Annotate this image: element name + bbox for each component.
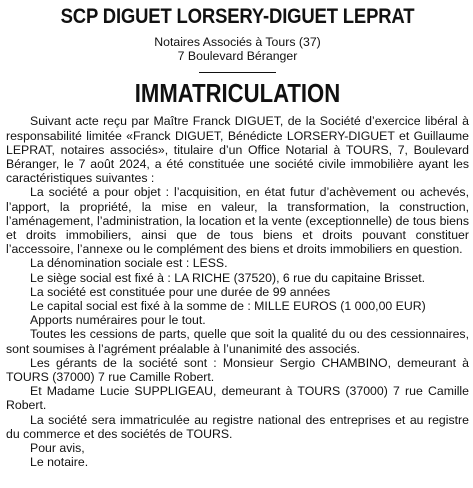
paragraph-managers: Les gérants de la société sont : Monsieur Sergio CHAMBINO, demeurant à TOURS (37000) 7 rue Camille Robert. xyxy=(6,355,469,385)
closing-for-notice: Pour avis, xyxy=(30,441,85,456)
paragraph-contributions: Apports numéraires pour le tout. xyxy=(30,313,206,328)
closing-signature: Le notaire. xyxy=(30,455,89,470)
paragraph-capital: Le capital social est fixé à la somme de : MILLE EUROS (1 000,00 EUR) xyxy=(30,299,426,314)
paragraph-duration: La société est constituée pour une durée de 99 années xyxy=(30,284,331,299)
paragraph-share-transfers: Toutes les cessions de parts, quelle que soit la qualité du ou des cessionnaires, sont soumises à l’agrément préalable à l’unanimité des associés. xyxy=(6,327,469,356)
firm-name: SCP DIGUET LORSERY-DIGUET LEPRAT xyxy=(60,4,415,28)
header-divider xyxy=(199,72,276,73)
firm-subtitle-line-1: Notaires Associés à Tours (37) xyxy=(154,35,321,49)
paragraph-registered-office: Le siège social est fixé à : LA RICHE (37520), 6 rue du capitaine Brisset. xyxy=(30,270,426,285)
notice-title: IMMATRICULATION xyxy=(134,78,341,109)
paragraph-second-manager: Et Madame Lucie SUPPLIGEAU, demeurant à TOURS (37000) 7 rue Camille Robert. xyxy=(6,384,469,413)
paragraph-deed: Suivant acte reçu par Maître Franck DIGUET, de la Société d’exercice libéral à responsabilité limitée «Franck DIGUET, Bénédicte LORSERY-DIGUET et Guillaume LEPRAT, notaires associés», titulaire d’un Office Notarial à TOURS, 7, Boulevard Béranger, le 7 août 2024, a été constituée une société civile immobilière ayant les caractéristiques suivantes : xyxy=(6,114,469,186)
paragraph-purpose: La société a pour objet : l’acquisition, en état futur d’achèvement ou achevés, l’apport, la propriété, la mise en valeur, la transformation, la construction, l’aménagement, l’administration, la location et la vente (exceptionnelle) de tous biens et droits immobiliers, ainsi que de tous biens et droits pouvant constituer l’accessoire, l’annexe ou le complément des biens et droits immobiliers en question. xyxy=(6,185,469,257)
firm-address: 7 Boulevard Béranger xyxy=(177,49,298,64)
notice-body xyxy=(6,114,469,469)
paragraph-registration: La société sera immatriculée au registre national des entreprises et au registre du commerce et des sociétés de TOURS. xyxy=(6,412,469,441)
paragraph-company-name: La dénomination sociale est : LESS. xyxy=(30,256,228,271)
